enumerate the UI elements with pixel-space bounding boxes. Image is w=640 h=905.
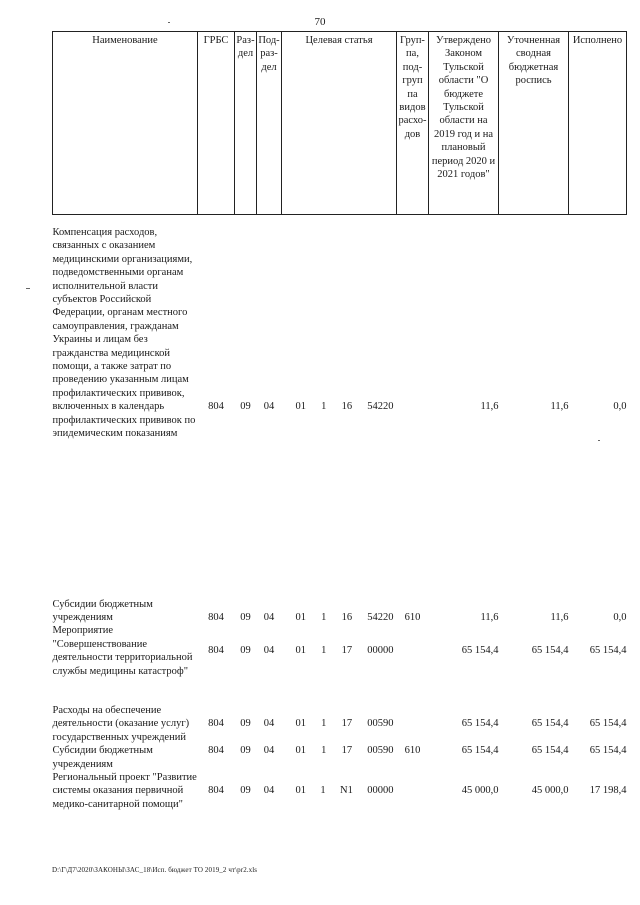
table-row bbox=[53, 771, 627, 811]
target-event: 17 bbox=[341, 745, 353, 757]
target-subprogram: 1 bbox=[321, 400, 327, 412]
row-utochneno: 65 154,4 bbox=[531, 718, 569, 730]
row-name: Расходы на обеспечение деятельности (оказание услуг) государственных учреждений bbox=[52, 704, 190, 743]
row-name: Мероприятие "Совершенствование деятельности территориальной службы медицины катастроф" bbox=[52, 625, 193, 677]
table-header-row bbox=[53, 32, 627, 215]
row-ispolneno: 17 198,4 bbox=[589, 785, 627, 797]
row-gap bbox=[53, 678, 627, 704]
row-vid bbox=[397, 215, 429, 598]
row-podrazdel: 04 bbox=[263, 745, 275, 757]
target-event: 16 bbox=[341, 400, 353, 412]
target-direction: 00000 bbox=[367, 645, 394, 657]
row-razdel: 09 bbox=[240, 718, 251, 730]
row-target bbox=[282, 624, 397, 678]
scan-speck bbox=[598, 440, 600, 441]
header-gruppa-vidov: Груп-па, под-груп па видов расхо-дов bbox=[397, 32, 429, 215]
table-row bbox=[53, 624, 627, 678]
target-direction: 54220 bbox=[367, 400, 394, 412]
row-grbs: 804 bbox=[208, 645, 224, 657]
target-direction: 00590 bbox=[367, 718, 394, 730]
row-razdel: 09 bbox=[240, 611, 251, 623]
target-event: 16 bbox=[341, 611, 353, 623]
row-podrazdel: 04 bbox=[263, 645, 275, 657]
row-grbs: 804 bbox=[208, 745, 224, 757]
row-ispolneno: 65 154,4 bbox=[589, 645, 627, 657]
header-podrazdel: Под-раз-дел bbox=[257, 32, 282, 215]
table-row bbox=[53, 704, 627, 744]
row-target bbox=[282, 704, 397, 744]
target-program: 01 bbox=[295, 611, 306, 623]
row-name: Субсидии бюджетным учреждениям bbox=[52, 745, 153, 770]
table-row bbox=[53, 744, 627, 771]
scan-speck bbox=[168, 22, 170, 23]
target-event: N1 bbox=[340, 785, 353, 797]
row-razdel: 09 bbox=[240, 785, 251, 797]
row-name: Региональный проект "Развитие системы оказания первичной медико-санитарной помощи" bbox=[52, 771, 197, 810]
row-grbs: 804 bbox=[208, 718, 224, 730]
row-utverzhdeno: 45 000,0 bbox=[461, 785, 499, 797]
row-utverzhdeno: 11,6 bbox=[480, 611, 499, 623]
target-subprogram: 1 bbox=[321, 718, 327, 730]
row-utochneno: 45 000,0 bbox=[531, 785, 569, 797]
row-podrazdel: 04 bbox=[263, 611, 275, 623]
row-utochneno: 11,6 bbox=[550, 400, 569, 412]
row-target bbox=[282, 598, 397, 625]
row-utverzhdeno: 65 154,4 bbox=[461, 745, 499, 757]
row-vid: 610 bbox=[404, 745, 421, 757]
row-podrazdel: 04 bbox=[263, 400, 275, 412]
header-celevaya-statya: Целевая статья bbox=[282, 32, 397, 215]
footer-file-path: D:\Г\Д7\2020\ЗАКОНЫ\ЗАС_18\Исп. бюджет ТО 2019_2 чт\pr2.xls bbox=[52, 866, 258, 874]
row-razdel: 09 bbox=[240, 645, 251, 657]
row-utverzhdeno: 65 154,4 bbox=[461, 645, 499, 657]
header-utverzhdeno: Утверждено Законом Тульской области "О бюджете Тульской области на 2019 год и на плановый период 2020 и 2021 годов" bbox=[429, 32, 499, 215]
header-grbs: ГРБС bbox=[198, 32, 235, 215]
row-podrazdel: 04 bbox=[263, 718, 275, 730]
target-program: 01 bbox=[295, 718, 306, 730]
target-program: 01 bbox=[295, 785, 306, 797]
table-row bbox=[53, 215, 627, 598]
row-vid: 610 bbox=[404, 611, 421, 623]
row-utochneno: 11,6 bbox=[550, 611, 569, 623]
row-vid bbox=[397, 704, 429, 744]
row-name: Компенсация расходов, связанных с оказанием медицинскими организациями, подведомственными органам исполнительной власти субъектов Российской Федерации, органам местного самоуправления, гражданам Украины и лицам без гражданства медицинской помощи, а также затрат по проведению указанным лицам профилактических прививок, включенных в календарь профилактических прививок по эпидемическим показаниям bbox=[52, 227, 196, 440]
row-utochneno: 65 154,4 bbox=[531, 645, 569, 657]
row-grbs: 804 bbox=[208, 611, 224, 623]
row-ispolneno: 0,0 bbox=[613, 611, 627, 623]
row-ispolneno: 0,0 bbox=[613, 400, 627, 412]
row-utverzhdeno: 11,6 bbox=[480, 400, 499, 412]
header-name: Наименование bbox=[53, 32, 198, 215]
header-razdel: Раз-дел bbox=[235, 32, 257, 215]
target-program: 01 bbox=[295, 645, 306, 657]
row-podrazdel: 04 bbox=[263, 785, 275, 797]
row-target bbox=[282, 744, 397, 771]
target-direction: 00000 bbox=[367, 785, 394, 797]
row-grbs: 804 bbox=[208, 400, 224, 412]
target-event: 17 bbox=[341, 645, 353, 657]
row-ispolneno: 65 154,4 bbox=[589, 718, 627, 730]
row-vid bbox=[397, 624, 429, 678]
target-direction: 00590 bbox=[367, 745, 394, 757]
row-target bbox=[282, 771, 397, 811]
row-ispolneno: 65 154,4 bbox=[589, 745, 627, 757]
target-subprogram: 1 bbox=[320, 785, 326, 797]
row-vid bbox=[397, 771, 429, 811]
row-razdel: 09 bbox=[240, 400, 251, 412]
row-target bbox=[282, 215, 397, 598]
target-program: 01 bbox=[295, 400, 306, 412]
target-program: 01 bbox=[295, 745, 306, 757]
table-row bbox=[53, 598, 627, 625]
header-utochnennaya: Уточненная сводная бюджетная роспись bbox=[499, 32, 569, 215]
row-name: Субсидии бюджетным учреждениям bbox=[52, 598, 153, 623]
header-ispolneno: Исполнено bbox=[569, 32, 627, 215]
target-subprogram: 1 bbox=[321, 745, 327, 757]
row-grbs: 804 bbox=[208, 785, 224, 797]
row-utverzhdeno: 65 154,4 bbox=[461, 718, 499, 730]
target-event: 17 bbox=[341, 718, 353, 730]
scan-speck bbox=[26, 288, 30, 289]
row-razdel: 09 bbox=[240, 745, 251, 757]
row-utochneno: 65 154,4 bbox=[531, 745, 569, 757]
page-number: 70 bbox=[314, 16, 326, 28]
target-subprogram: 1 bbox=[321, 611, 327, 623]
target-direction: 54220 bbox=[367, 611, 394, 623]
target-subprogram: 1 bbox=[321, 645, 327, 657]
budget-execution-table bbox=[52, 31, 627, 811]
